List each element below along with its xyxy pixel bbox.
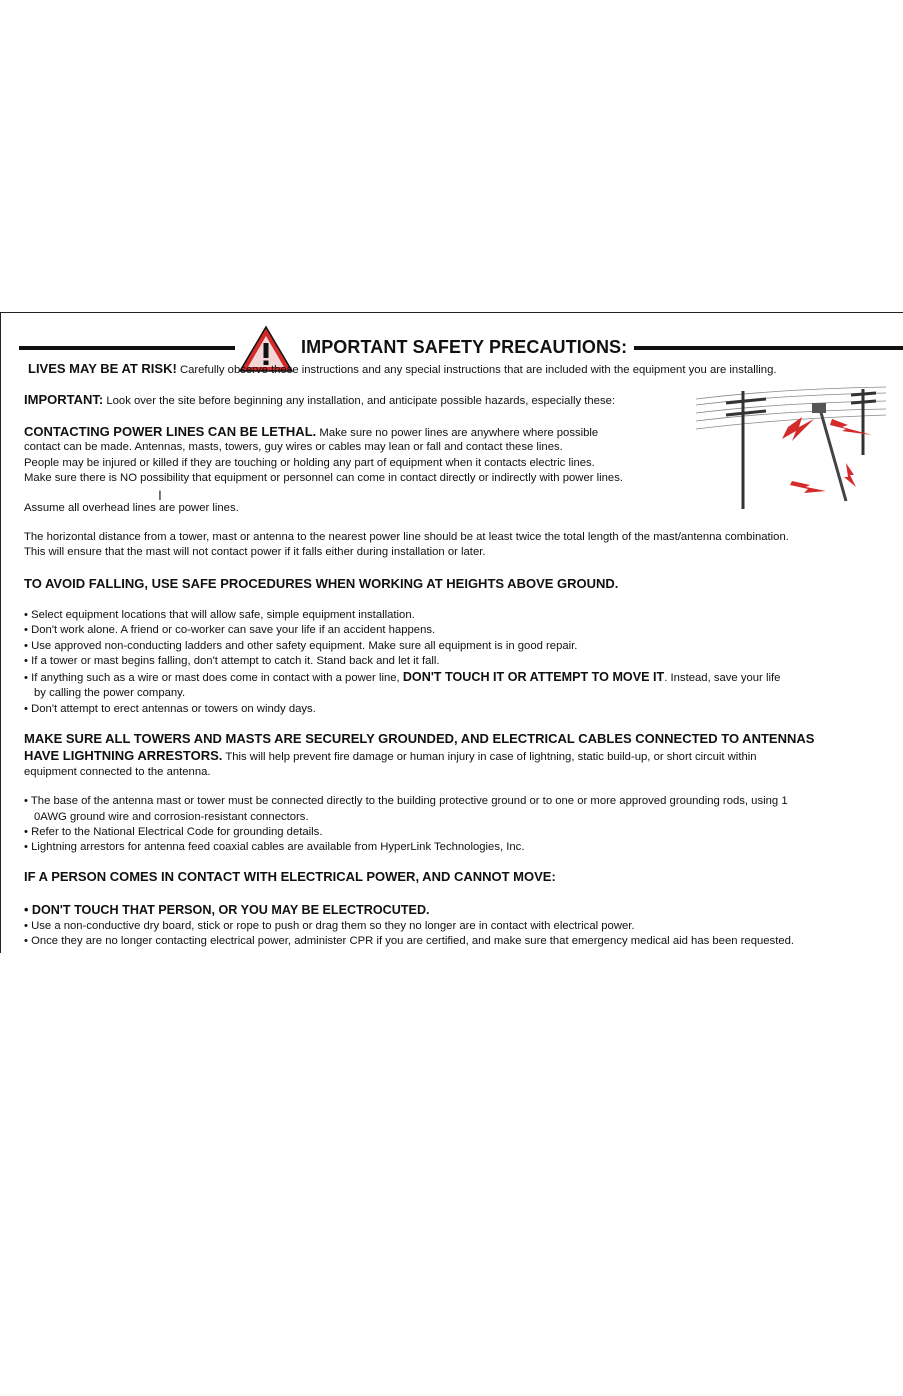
power-line-hazard-illustration: [696, 385, 886, 513]
contact-bullet-3: • Once they are no longer contacting electrical power, administer CPR if you are certified, and make sure that emergency medical aid has been requested.: [24, 935, 795, 947]
text-cursor-icon: I: [158, 487, 162, 503]
lives-lead: LIVES MAY BE AT RISK!: [28, 361, 177, 376]
falling-bullet-6: • Don't attempt to erect antennas or towers on windy days.: [24, 703, 316, 715]
lethal-line-2: contact can be made. Antennas, masts, towers, guy wires or cables may lean or fall and contact these lines.: [24, 441, 563, 453]
lethal-line-3: People may be injured or killed if they are touching or holding any part of equipment when it contacts electric lines.: [24, 457, 595, 469]
contact-heading: IF A PERSON COMES IN CONTACT WITH ELECTRICAL POWER, AND CANNOT MOVE:: [24, 869, 556, 884]
horizontal-line-1: The horizontal distance from a tower, mast or antenna to the nearest power line should be at least twice the total length of the mast/antenna combination.: [24, 531, 789, 543]
contact-bullet-1-text: • DON'T TOUCH THAT PERSON, OR YOU MAY BE ELECTROCUTED.: [24, 903, 430, 917]
lethal-text: Make sure no power lines are anywhere where possible: [316, 427, 599, 439]
falling-heading: TO AVOID FALLING, USE SAFE PROCEDURES WHEN WORKING AT HEIGHTS ABOVE GROUND.: [24, 576, 619, 591]
falling-bullet-3: • Use approved non-conducting ladders and other safety equipment. Make sure all equipment is in good repair.: [24, 640, 578, 652]
title-rule-right: [634, 346, 903, 350]
safety-panel: [0, 312, 903, 953]
falling-bullet-2: • Don't work alone. A friend or co-worker can save your life if an accident happens.: [24, 624, 436, 636]
falling-bullet-5-b: DON'T TOUCH IT OR ATTEMPT TO MOVE IT: [402, 670, 665, 684]
page-title: IMPORTANT SAFETY PRECAUTIONS:: [301, 337, 628, 357]
important-paragraph: [24, 392, 615, 410]
contact-bullet-1: [24, 903, 430, 920]
horizontal-line-2: This will ensure that the mast will not contact power if it falls either during installation or later.: [24, 546, 486, 558]
falling-bullet-5-c: . Instead, save your life: [664, 672, 781, 684]
lethal-line-1: [24, 424, 598, 442]
falling-bullet-4: • If a tower or mast begins falling, don't attempt to catch it. Stand back and let it fall.: [24, 655, 440, 667]
falling-bullet-5: [24, 670, 780, 687]
grounded-bullet-1-continued: 0AWG ground wire and corrosion-resistant connectors.: [34, 811, 309, 823]
grounded-bullet-1: • The base of the antenna mast or tower must be connected directly to the building protective ground or to one or more approved grounding rods, using 1: [24, 795, 788, 807]
lives-paragraph: [28, 361, 777, 379]
lives-text: Carefully observe these instructions and any special instructions that are included with the equipment you are installing.: [176, 364, 777, 376]
grounded-bullet-2: • Refer to the National Electrical Code for grounding details.: [24, 826, 323, 838]
grounded-text-2: This will help prevent fire damage or human injury in case of lightning, static build-up, or short circuit within: [222, 751, 757, 763]
falling-bullet-5-a: • If anything such as a wire or mast does come in contact with a power line,: [24, 672, 403, 684]
lethal-lead: CONTACTING POWER LINES CAN BE LETHAL.: [24, 424, 317, 439]
falling-bullet-1: • Select equipment locations that will allow safe, simple equipment installation.: [24, 609, 415, 621]
falling-bullet-5-continued: by calling the power company.: [34, 687, 186, 699]
assume-text: Assume all overhead lines are power lines.: [24, 502, 239, 514]
grounded-bullet-3: • Lightning arrestors for antenna feed coaxial cables are available from HyperLink Technologies, Inc.: [24, 841, 525, 853]
grounded-line-2: [24, 748, 757, 766]
grounded-line-3: equipment connected to the antenna.: [24, 766, 211, 778]
lethal-line-4: Make sure there is NO possibility that equipment or personnel can come in contact directly or indirectly with power lines.: [24, 472, 624, 484]
grounded-heading: MAKE SURE ALL TOWERS AND MASTS ARE SECURELY GROUNDED, AND ELECTRICAL CABLES CONNECTED TO ANTENNAS: [24, 731, 815, 746]
important-lead: IMPORTANT:: [24, 392, 104, 407]
important-text: Look over the site before beginning any installation, and anticipate possible hazards, especially these:: [103, 395, 616, 407]
title-rule-left: [19, 346, 235, 350]
grounded-lead-2: HAVE LIGHTNING ARRESTORS.: [24, 748, 223, 763]
contact-bullet-2: • Use a non-conductive dry board, stick or rope to push or drag them so they no longer are in contact with electrical power.: [24, 920, 635, 932]
